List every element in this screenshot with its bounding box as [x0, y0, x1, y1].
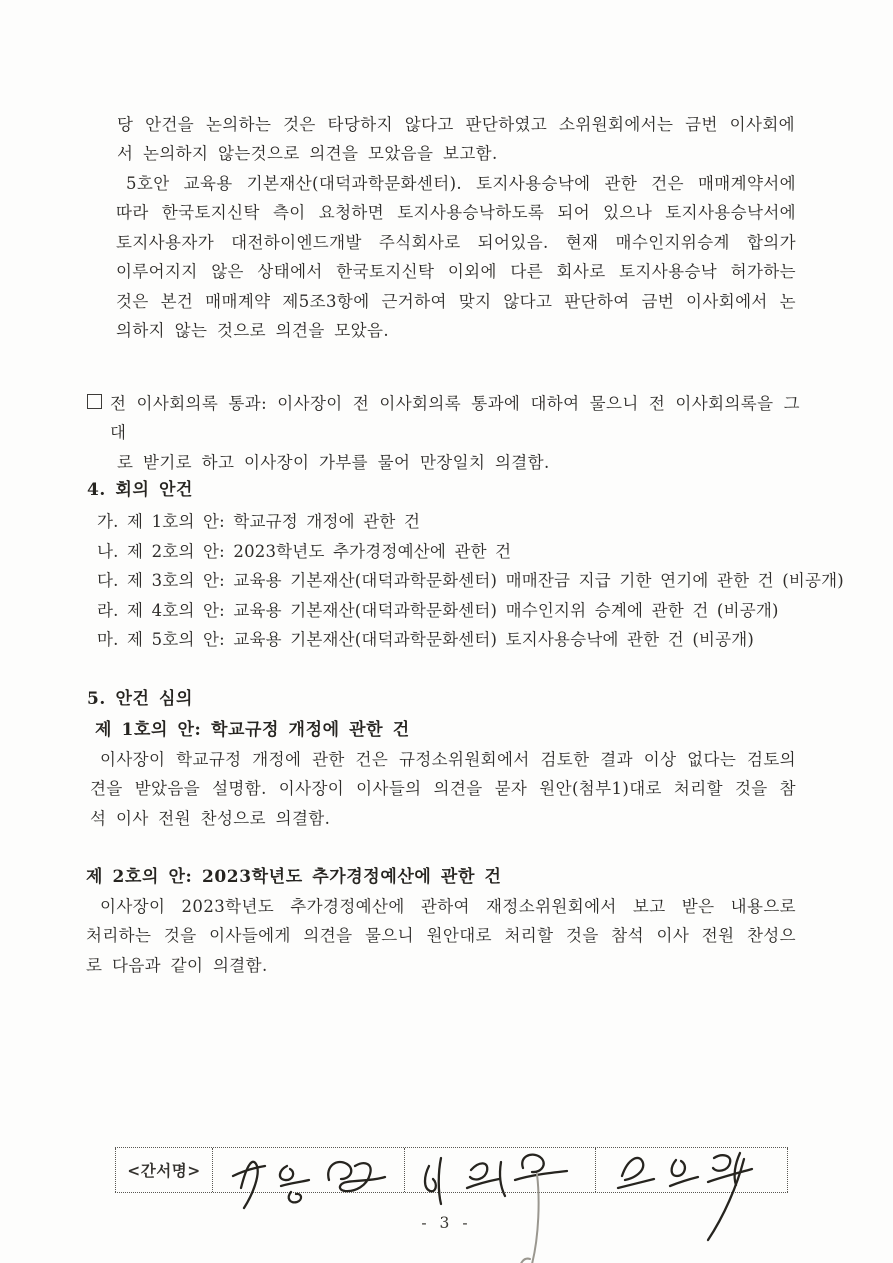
section4-agenda-list	[97, 507, 844, 655]
signature-cell-1	[212, 1148, 404, 1192]
text-line: 서 논의하지 않는것으로 의견을 모았음을 보고함.	[117, 144, 498, 164]
signature-cell-2	[404, 1148, 596, 1192]
paragraph-agenda5	[116, 169, 796, 345]
text-line: 당 안건을 논의하는 것은 타당하지 않다고 판단하였고 소위원회에서는 금번 이사회에	[117, 115, 795, 134]
text-line: 의하지 않는 것으로 의견을 모았음.	[116, 321, 389, 341]
signature-1-handwriting	[213, 1144, 403, 1224]
paragraph-agenda1-resolution	[90, 745, 796, 833]
section4-heading: 4. 회의 안건	[87, 480, 194, 500]
signature-table	[115, 1147, 788, 1193]
signature-2-handwriting	[405, 1144, 598, 1263]
text-line: 이사장이 2023학년도 추가경정예산에 관하여 재정소위원회에서 보고 받은 내용으로	[100, 897, 796, 916]
page-number: - 3 -	[421, 1214, 472, 1232]
text-line: 이사장이 학교규정 개정에 관한 건은 규정소위원회에서 검토한 결과 이상 없다는 검토의	[100, 750, 796, 769]
paragraph-agenda2-resolution	[86, 892, 796, 980]
agenda1-heading: 제 1호의 안: 학교규정 개정에 관한 건	[95, 720, 410, 740]
paragraph-previous-minutes	[110, 389, 800, 477]
paragraph-report-conclusion	[117, 110, 795, 169]
text-line: 처리하는 것을 이사들에게 의견을 물으니 원안대로 처리할 것을 참석 이사 전원 찬성으	[86, 926, 796, 946]
text-line: 견을 받았음을 설명함. 이사장이 이사들의 의견을 묻자 원안(첨부1)대로 처리할 것을 참	[90, 779, 796, 799]
text-line: 전 이사회의록 통과: 이사장이 전 이사회의록 통과에 대하여 물으니 전 이사회의록을 그대	[110, 394, 800, 443]
agenda2-heading: 제 2호의 안: 2023학년도 추가경정예산에 관한 건	[86, 867, 502, 887]
text-line: 것은 본건 매매계약 제5조3항에 근거하여 맞지 않다고 판단하여 금번 이사회에서 논	[116, 291, 796, 311]
text-line: 5호안 교육용 기본재산(대덕과학문화센터). 토지사용승낙에 관한 건은 매매계약서에	[126, 174, 796, 193]
text-line: 로 받기로 하고 이사장이 가부를 물어 만장일치 의결함.	[117, 452, 550, 472]
agenda-list-item: 가. 제 1호의 안: 학교규정 개정에 관한 건	[97, 512, 421, 531]
signature-cell-3	[595, 1148, 788, 1192]
text-line: 로 다음과 같이 의결함.	[86, 955, 268, 975]
text-line: 토지사용자가 대전하이엔드개발 주식회사로 되어있음. 현재 매수인지위승계 합의가	[116, 232, 796, 252]
signature-label-cell: <간서명>	[115, 1148, 212, 1192]
agenda-list-item: 다. 제 3호의 안: 교육용 기본재산(대덕과학문화센터) 매매잔금 지급 기한 연기에 관한 건 (비공개)	[97, 571, 844, 591]
signature-3-handwriting	[596, 1144, 789, 1263]
section5-heading: 5. 안건 심의	[87, 689, 194, 709]
agenda-list-item: 마. 제 5호의 안: 교육용 기본재산(대덕과학문화센터) 토지사용승낙에 관한 건 (비공개)	[97, 630, 755, 650]
text-line: 이루어지지 않은 상태에서 한국토지신탁 이외에 다른 회사로 토지사용승낙 허가하는	[116, 262, 796, 282]
agenda-list-item: 나. 제 2호의 안: 2023학년도 추가경정예산에 관한 건	[97, 541, 512, 561]
checkbox-empty-icon	[87, 394, 102, 409]
agenda-list-item: 라. 제 4호의 안: 교육용 기본재산(대덕과학문화센터) 매수인지위 승계에 관한 건 (비공개)	[97, 600, 779, 620]
text-line: 석 이사 전원 찬성으로 의결함.	[90, 808, 331, 828]
text-line: 따라 한국토지신탁 측이 요청하면 토지사용승낙하도록 되어 있으나 토지사용승낙서에	[116, 203, 796, 223]
